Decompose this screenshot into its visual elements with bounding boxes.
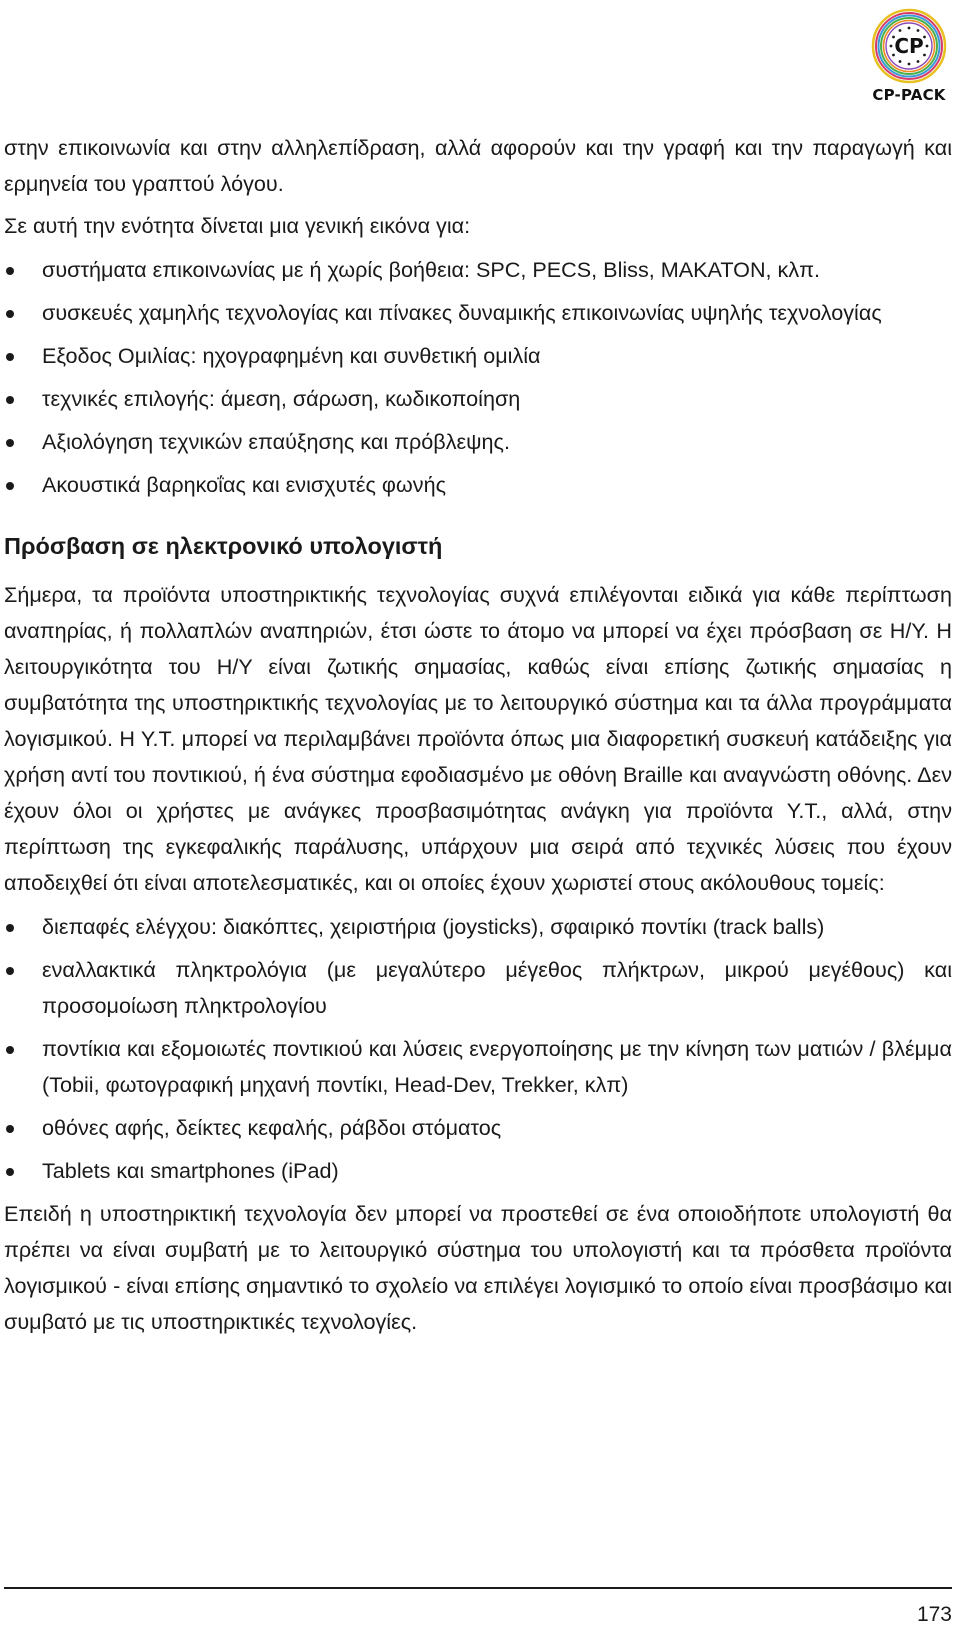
section-list (4, 909, 952, 1189)
list-item: Αξιολόγηση τεχνικών επαύξησης και πρόβλεψης. (4, 424, 952, 460)
list-item: συστήματα επικοινωνίας με ή χωρίς βοήθεια: SPC, PECS, Bliss, MAKATON, κλπ. (4, 252, 952, 288)
logo-monogram: CP (894, 34, 924, 58)
page-number: 173 (916, 1603, 952, 1626)
cp-pack-logo (866, 8, 952, 108)
logo-text: CP-PACK (872, 86, 946, 104)
list-item: Εξοδος Ομιλίας: ηχογραφημένη και συνθετική ομιλία (4, 338, 952, 374)
cp-pack-emblem-icon (871, 8, 947, 84)
section-heading: Πρόσβαση σε ηλεκτρονικό υπολογιστή (4, 533, 443, 559)
list-item: εναλλακτικά πληκτρολόγια (με μεγαλύτερο μέγεθος πλήκτρων, μικρού μεγέθους) και προσομοίωση πληκτρολογίου (4, 952, 952, 1024)
list-item: ποντίκια και εξομοιωτές ποντικιού και λύσεις ενεργοποίησης με την κίνηση των ματιών / βλέμμα (Tobii, φωτογραφική μηχανή ποντίκι, Head-Dev, Trekker, κλπ) (4, 1031, 952, 1103)
overview-text: Σε αυτή την ενότητα δίνεται μια γενική εικόνα για: (4, 213, 471, 238)
overview-list (4, 252, 952, 503)
list-item: διεπαφές ελέγχου: διακόπτες, χειριστήρια (joysticks), σφαιρικό ποντίκι (track balls) (4, 909, 952, 945)
intro-continuation: στην επικοινωνία και στην αλληλεπίδραση, αλλά αφορούν και την γραφή και την παραγωγή και ερμηνεία του γραπτού λόγου. (4, 135, 952, 196)
list-item: Ακουστικά βαρηκοΐας και ενισχυτές φωνής (4, 467, 952, 503)
list-item: οθόνες αφής, δείκτες κεφαλής, ράβδοι στόματος (4, 1110, 952, 1146)
page-content (4, 130, 952, 1340)
section-paragraph: Σήμερα, τα προϊόντα υποστηρικτικής τεχνολογίας συχνά επιλέγονται ειδικά για κάθε περίπτωση αναπηρίας, ή πολλαπλών αναπηριών, έτσι ώστε το άτομο να μπορεί να έχει πρόσβαση σε Η/Υ. Η λειτουργικότητα του Η/Υ είναι ζωτικής σημασίας, καθώς είναι επίσης ζωτικής σημασίας η συμβατότητα της υποστηρικτικής τεχνολογίας με το λειτουργικό σύστημα και τα άλλα προγράμματα λογισμικού. Η Υ.Τ. μπορεί να περιλαμβάνει προϊόντα όπως μια διαφορετική συσκευή κατάδειξης για χρήση αντί του ποντικιού, ή ένα σύστημα εφοδιασμένο με οθόνη Braille και αναγνώστη οθόνης. Δεν έχουν όλοι οι χρήστες με ανάγκες προσβασιμότητας ανάγκη για προϊόντα Υ.Τ., αλλά, στην περίπτωση της εγκεφαλικής παράλυσης, υπάρχουν μια σειρά από τεχνικές λύσεις που έχουν αποδειχθεί ότι είναι αποτελεσματικές, και οι οποίες έχουν χωριστεί στους ακόλουθους τομείς: (4, 582, 952, 895)
list-item: Tablets και smartphones (iPad) (4, 1153, 952, 1189)
closing-paragraph: Επειδή η υποστηρικτική τεχνολογία δεν μπορεί να προστεθεί σε ένα οποιοδήποτε υπολογιστή θα πρέπει να είναι συμβατή με το λειτουργικό σύστημα του υπολογιστή και τα πρόσθετα προϊόντα λογισμικού - είναι επίσης σημαντικό το σχολείο να επιλέγει λογισμικό το οποίο είναι προσβάσιμο και συμβατό με τις υποστηρικτικές τεχνολογίες. (4, 1201, 952, 1334)
list-item: τεχνικές επιλογής: άμεση, σάρωση, κωδικοποίηση (4, 381, 952, 417)
list-item: συσκευές χαμηλής τεχνολογίας και πίνακες δυναμικής επικοινωνίας υψηλής τεχνολογίας (4, 295, 952, 331)
footer-divider (4, 1587, 952, 1589)
